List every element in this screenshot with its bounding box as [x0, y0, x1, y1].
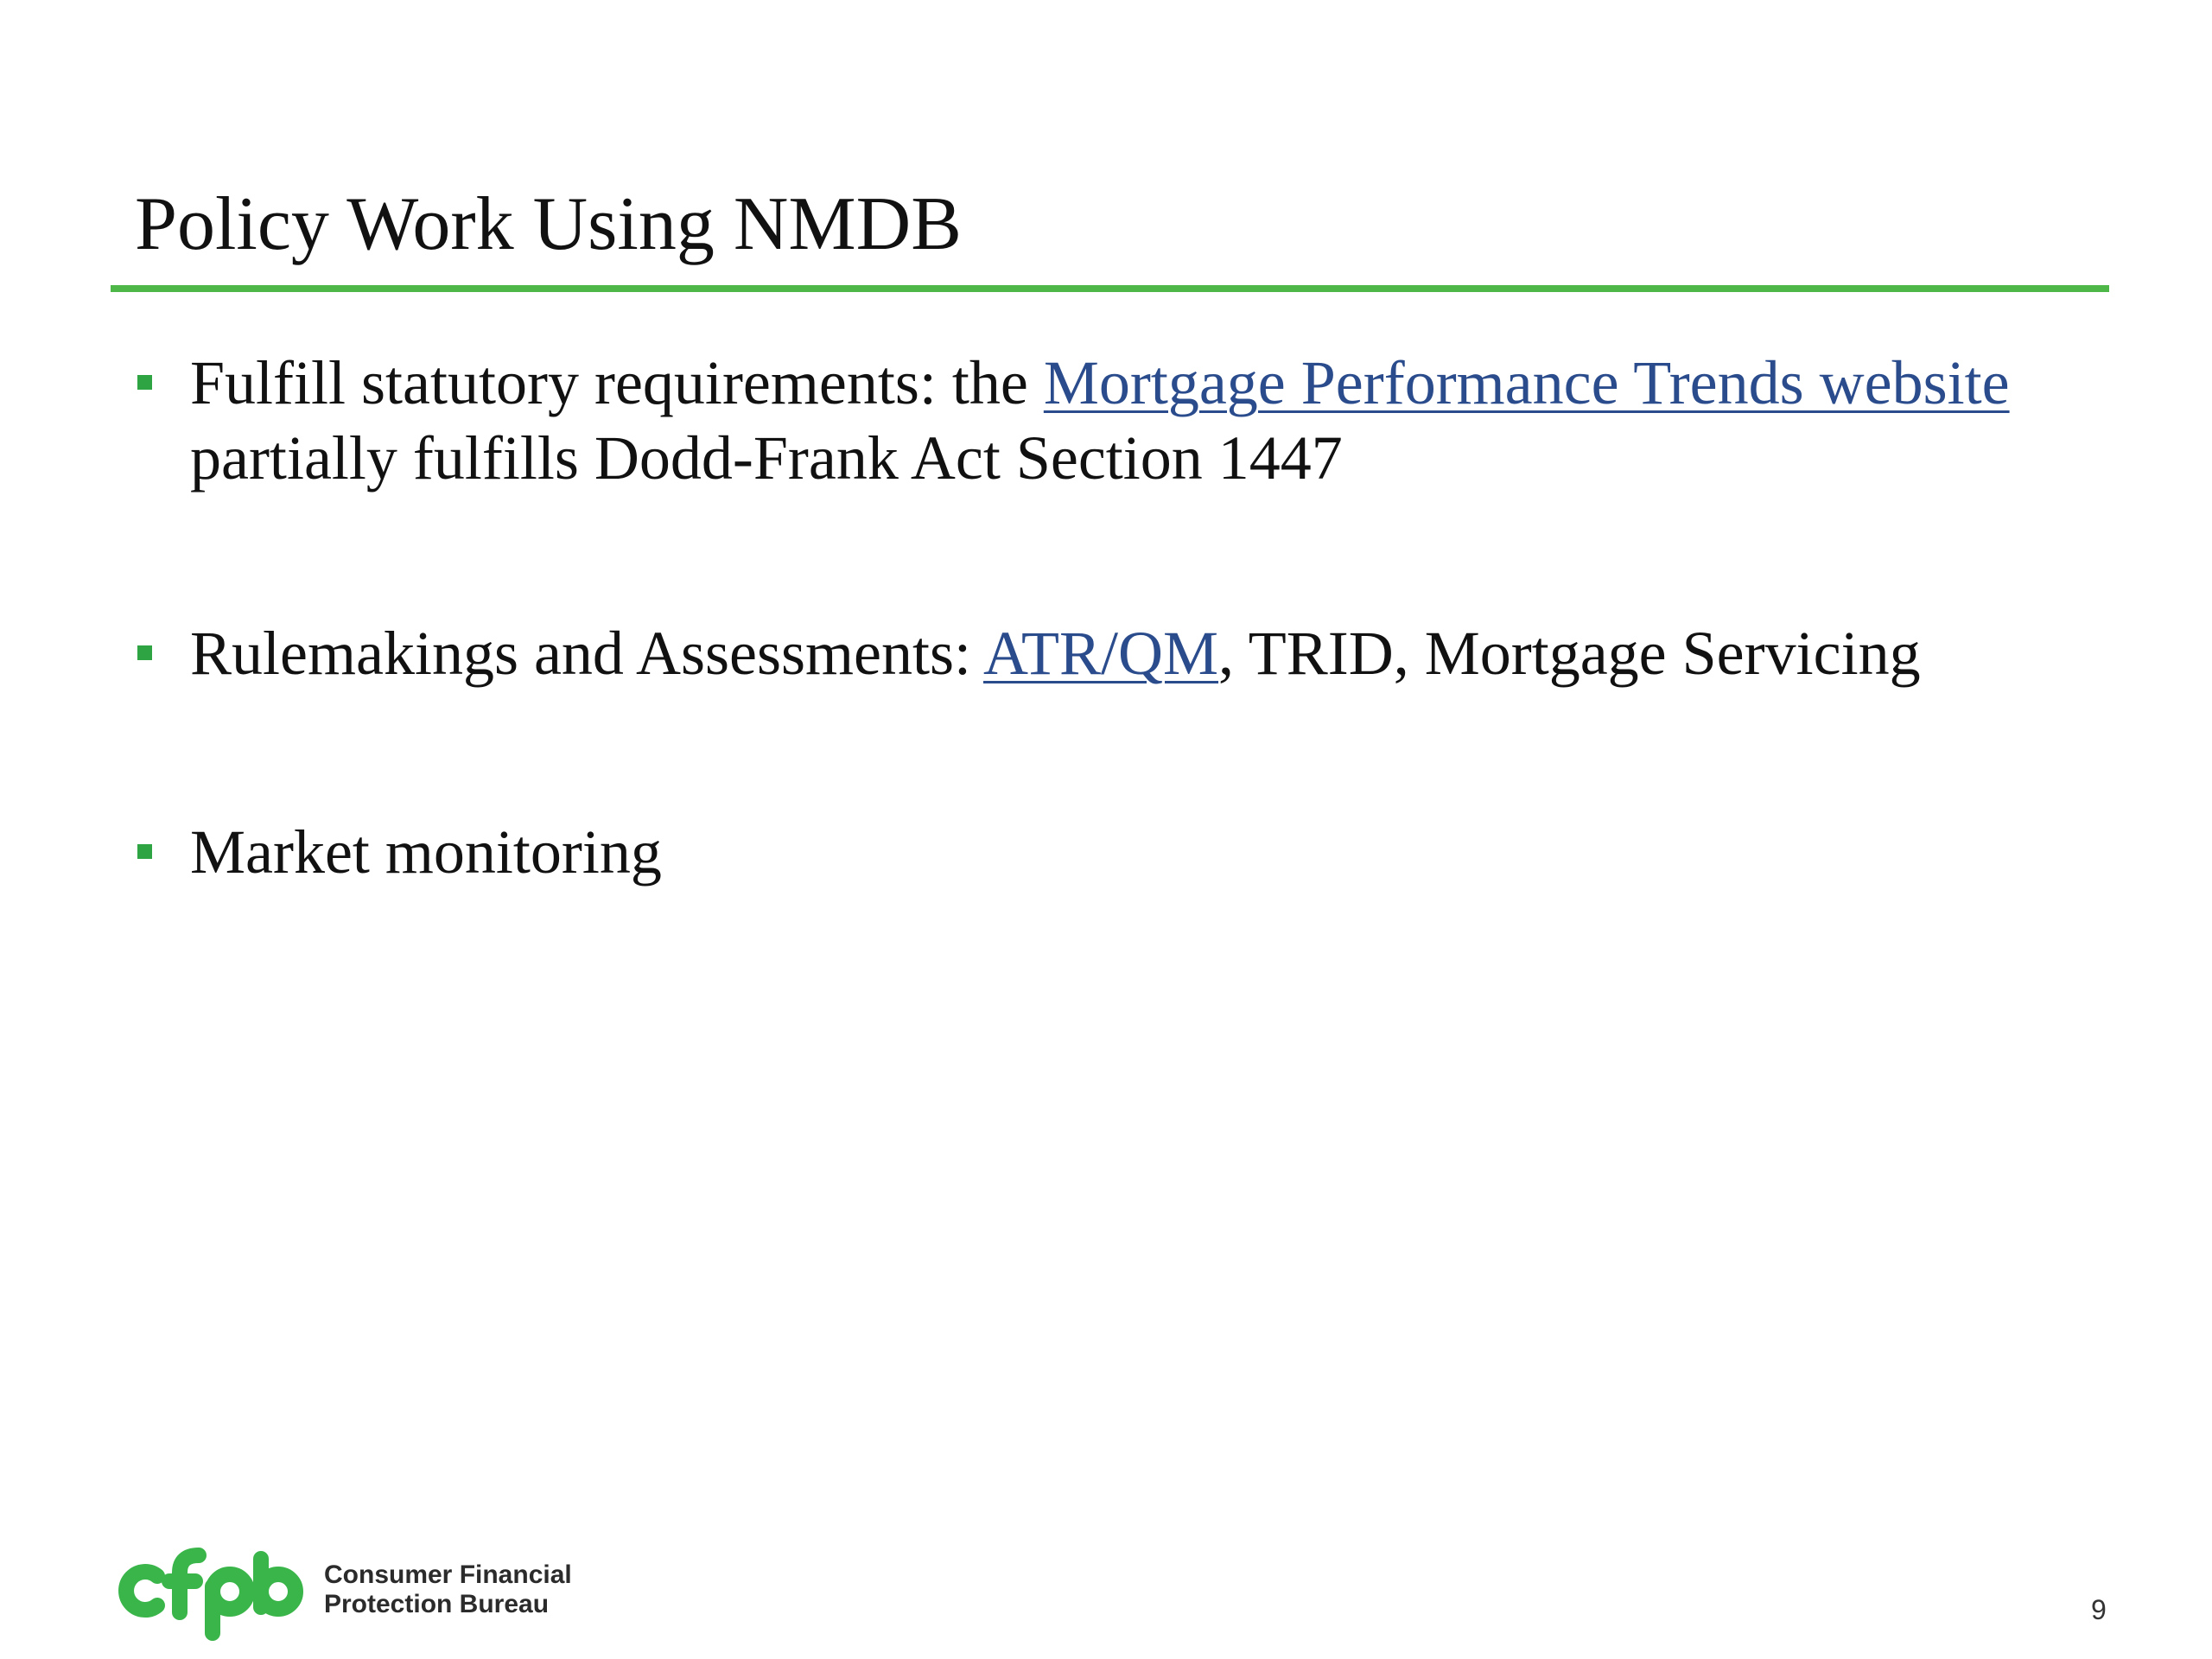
bullet-text-after: , TRID, Mortgage Servicing [1218, 619, 1921, 688]
bullet-item-market-monitoring [135, 815, 2122, 890]
square-bullet-icon [137, 844, 152, 859]
bullet-text-before: Fulfill statutory requirements: the [190, 348, 1044, 417]
agency-name [324, 1560, 572, 1619]
slide-title: Policy Work Using NMDB [135, 182, 962, 266]
page-number: 9 [2091, 1594, 2107, 1625]
title-divider [111, 285, 2109, 292]
bullet-text-before: Rulemakings and Assessments: [190, 619, 983, 688]
bullet-item-statutory [135, 346, 2122, 496]
bullet-text-after: partially fulfills Dodd-Frank Act Section 1447 [190, 423, 1343, 493]
bullet-text: Market monitoring [190, 817, 662, 887]
bullet-text [190, 346, 2122, 496]
square-bullet-icon [137, 375, 152, 390]
bullet-item-rulemakings [135, 616, 2122, 691]
mortgage-performance-trends-link[interactable]: Mortgage Performance Trends website [1043, 348, 2010, 417]
atr-qm-link[interactable]: ATR/QM [983, 619, 1219, 688]
agency-name-line1: Consumer Financial [324, 1560, 572, 1589]
cfpb-logo-mark-icon [112, 1540, 311, 1643]
bullet-text [190, 616, 2122, 691]
agency-name-line2: Protection Bureau [324, 1590, 550, 1618]
cfpb-logo [112, 1540, 596, 1643]
square-bullet-icon [137, 645, 152, 660]
